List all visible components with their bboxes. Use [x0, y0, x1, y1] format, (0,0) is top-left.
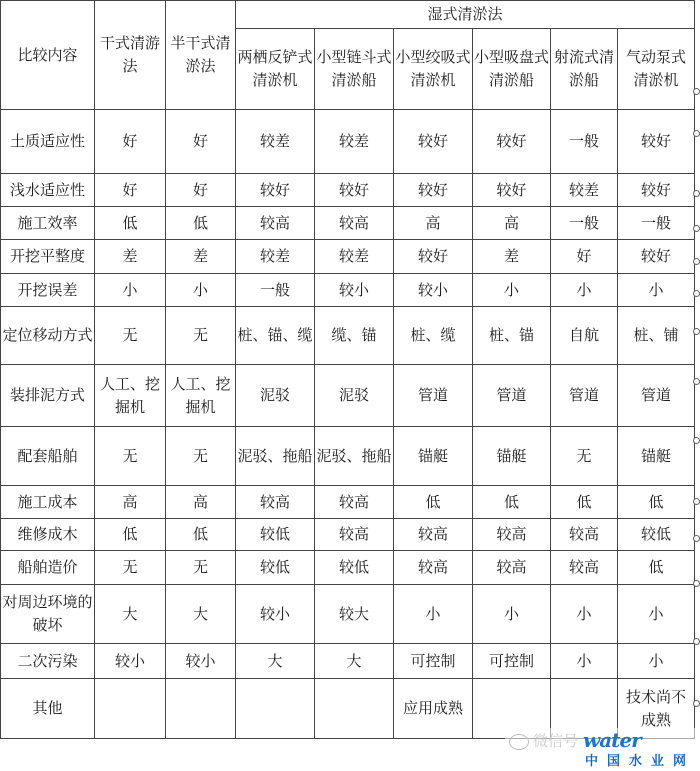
- row-marker-dot: [693, 290, 700, 297]
- table-cell: 管道: [394, 365, 473, 427]
- row-label: 土质适应性: [1, 110, 95, 174]
- table-cell: 较好: [618, 240, 695, 274]
- table-cell: 较小: [95, 644, 166, 679]
- table-cell: 差: [473, 240, 551, 274]
- table-cell: 缆、锚: [315, 307, 394, 365]
- table-cell: 管道: [551, 365, 618, 427]
- table-cell: 较好: [473, 110, 551, 174]
- table-row: [1, 486, 695, 519]
- table-row: [1, 427, 695, 486]
- table-cell: 小: [551, 644, 618, 679]
- row-label: 其他: [1, 679, 95, 739]
- table-cell: 低: [95, 207, 166, 240]
- watermark: [505, 728, 695, 768]
- table-cell: 桩、缆: [394, 307, 473, 365]
- table-cell: 好: [166, 110, 236, 174]
- row-marker-dot: [693, 130, 700, 137]
- table-cell: 小: [618, 644, 695, 679]
- table-cell: 较高: [236, 486, 315, 519]
- table-cell: 桩、锚: [473, 307, 551, 365]
- table-cell: 无: [166, 551, 236, 585]
- table-cell: 应用成熟: [394, 679, 473, 739]
- table-cell: 较大: [315, 585, 394, 644]
- table-cell: 低: [394, 486, 473, 519]
- table-cell: 低: [618, 486, 695, 519]
- table-cell: 小: [551, 585, 618, 644]
- table-cell: 技术尚不成熟: [618, 679, 695, 739]
- table-cell: 小: [618, 585, 695, 644]
- header-wet-method-group: 湿式清淤法: [236, 1, 695, 29]
- table-cell: 小: [473, 274, 551, 307]
- table-cell: [95, 679, 166, 739]
- table-cell: 好: [551, 240, 618, 274]
- header-wet-method-2: 小型链斗式清淤船: [315, 29, 394, 110]
- table-cell: 较高: [315, 486, 394, 519]
- table-cell: 低: [473, 486, 551, 519]
- row-label: 定位移动方式: [1, 307, 95, 365]
- table-cell: 较好: [618, 110, 695, 174]
- table-cell: 好: [95, 174, 166, 207]
- table-cell: 无: [166, 307, 236, 365]
- table-cell: 人工、挖掘机: [166, 365, 236, 427]
- table-row: [1, 110, 695, 174]
- table-cell: 泥驳: [236, 365, 315, 427]
- table-cell: 较好: [315, 174, 394, 207]
- table-cell: 小: [394, 585, 473, 644]
- row-marker-dot: [693, 535, 700, 542]
- table-cell: 小: [618, 274, 695, 307]
- table-cell: 泥驳: [315, 365, 394, 427]
- table-cell: 桩、锚、缆: [236, 307, 315, 365]
- table-cell: 一般: [618, 207, 695, 240]
- table-row: [1, 174, 695, 207]
- table-cell: 一般: [551, 207, 618, 240]
- table-cell: 无: [95, 551, 166, 585]
- row-label: 装排泥方式: [1, 365, 95, 427]
- table-cell: 较高: [551, 551, 618, 585]
- table-cell: 泥驳、拖船: [315, 427, 394, 486]
- table-cell: 无: [551, 427, 618, 486]
- table-cell: 较小: [394, 274, 473, 307]
- table-cell: 较好: [236, 174, 315, 207]
- table-cell: 无: [95, 307, 166, 365]
- table-cell: 低: [95, 519, 166, 551]
- row-label: 配套船舶: [1, 427, 95, 486]
- table-cell: 较好: [473, 174, 551, 207]
- row-label: 对周边环境的破坏: [1, 585, 95, 644]
- table-cell: 差: [166, 240, 236, 274]
- header-dry-method: 干式清游法: [95, 1, 166, 110]
- table-row: [1, 207, 695, 240]
- table-cell: 较小: [236, 585, 315, 644]
- table-cell: 较高: [394, 519, 473, 551]
- row-label: 开挖平整度: [1, 240, 95, 274]
- table-cell: 较好: [394, 240, 473, 274]
- row-marker-dot: [693, 437, 700, 444]
- table-cell: 较好: [394, 174, 473, 207]
- table-cell: [315, 679, 394, 739]
- row-marker-dot: [693, 498, 700, 505]
- table-cell: 较差: [315, 240, 394, 274]
- row-label: 浅水适应性: [1, 174, 95, 207]
- watermark-text: 微信号: [533, 732, 579, 750]
- table-cell: 较高: [315, 207, 394, 240]
- table-row: [1, 240, 695, 274]
- row-label: 船舶造价: [1, 551, 95, 585]
- table-cell: 大: [166, 585, 236, 644]
- table-cell: 小: [551, 274, 618, 307]
- row-marker-dot: [693, 700, 700, 707]
- table-cell: 低: [618, 551, 695, 585]
- row-marker-dot: [693, 328, 700, 335]
- table-cell: 较差: [551, 174, 618, 207]
- table-cell: 较高: [551, 519, 618, 551]
- table-cell: 高: [95, 486, 166, 519]
- header-comparison-item: 比较内容: [1, 1, 95, 110]
- table-cell: 无: [95, 427, 166, 486]
- table-cell: 低: [166, 519, 236, 551]
- table-cell: 管道: [618, 365, 695, 427]
- row-label: 维修成木: [1, 519, 95, 551]
- table-cell: 差: [95, 240, 166, 274]
- table-cell: 较低: [236, 519, 315, 551]
- watermark-site-name: 中国水业网: [585, 754, 696, 769]
- row-marker-dot: [693, 88, 700, 95]
- table-cell: 较低: [315, 551, 394, 585]
- header-wet-method-4: 小型吸盘式清淤船: [473, 29, 551, 110]
- row-label: 施工成本: [1, 486, 95, 519]
- table-cell: 较高: [236, 207, 315, 240]
- table-cell: 大: [236, 644, 315, 679]
- table-cell: 一般: [236, 274, 315, 307]
- header-wet-method-1: 两栖反铲式清淤机: [236, 29, 315, 110]
- header-wet-method-5: 射流式清淤船: [551, 29, 618, 110]
- row-label: 开挖误差: [1, 274, 95, 307]
- table-cell: 低: [551, 486, 618, 519]
- row-marker-dot: [693, 378, 700, 385]
- table-cell: 较小: [166, 644, 236, 679]
- table-cell: 较差: [315, 110, 394, 174]
- table-cell: 较差: [236, 240, 315, 274]
- table-cell: 较低: [236, 551, 315, 585]
- table-row: [1, 585, 695, 644]
- table-row: [1, 365, 695, 427]
- watermark-logo: water: [583, 728, 641, 752]
- header-wet-method-6: 气动泵式清淤机: [618, 29, 695, 110]
- table-cell: 好: [95, 110, 166, 174]
- table-cell: [166, 679, 236, 739]
- row-marker-dot: [693, 190, 700, 197]
- table-cell: 较低: [618, 519, 695, 551]
- table-cell: 较好: [618, 174, 695, 207]
- table-row: [1, 519, 695, 551]
- table-cell: 人工、挖掘机: [95, 365, 166, 427]
- table-cell: 高: [394, 207, 473, 240]
- table-cell: 锚艇: [618, 427, 695, 486]
- table-cell: 较好: [394, 110, 473, 174]
- table-cell: 较小: [315, 274, 394, 307]
- table-cell: 好: [166, 174, 236, 207]
- row-label: 施工效率: [1, 207, 95, 240]
- row-marker-column: [693, 0, 700, 771]
- header-wet-method-3: 小型绞吸式清淤机: [394, 29, 473, 110]
- table-cell: 锚艇: [473, 427, 551, 486]
- table-cell: [236, 679, 315, 739]
- header-semi-dry-method: 半干式清淤法: [166, 1, 236, 110]
- table-cell: 自航: [551, 307, 618, 365]
- table-row: [1, 644, 695, 679]
- table-row: [1, 307, 695, 365]
- table-cell: 较高: [473, 519, 551, 551]
- row-marker-dot: [693, 225, 700, 232]
- row-marker-dot: [693, 638, 700, 645]
- table-cell: 低: [166, 207, 236, 240]
- table-cell: 较差: [236, 110, 315, 174]
- table-cell: 高: [166, 486, 236, 519]
- table-cell: 可控制: [394, 644, 473, 679]
- table-row: [1, 551, 695, 585]
- table-cell: 锚艇: [394, 427, 473, 486]
- table-row: [1, 274, 695, 307]
- row-marker-dot: [693, 580, 700, 587]
- table-cell: 小: [166, 274, 236, 307]
- table-cell: 无: [166, 427, 236, 486]
- row-marker-dot: [693, 258, 700, 265]
- table-cell: 桩、铺: [618, 307, 695, 365]
- table-cell: 高: [473, 207, 551, 240]
- table-cell: 较高: [473, 551, 551, 585]
- table-cell: 较高: [315, 519, 394, 551]
- table-cell: 小: [95, 274, 166, 307]
- wechat-icon: [509, 734, 529, 750]
- table-cell: 一般: [551, 110, 618, 174]
- table-cell: 管道: [473, 365, 551, 427]
- table-cell: 小: [473, 585, 551, 644]
- row-label: 二次污染: [1, 644, 95, 679]
- table-cell: 泥驳、拖船: [236, 427, 315, 486]
- table-cell: 可控制: [473, 644, 551, 679]
- table-cell: 大: [315, 644, 394, 679]
- table-cell: 较高: [394, 551, 473, 585]
- table-cell: 大: [95, 585, 166, 644]
